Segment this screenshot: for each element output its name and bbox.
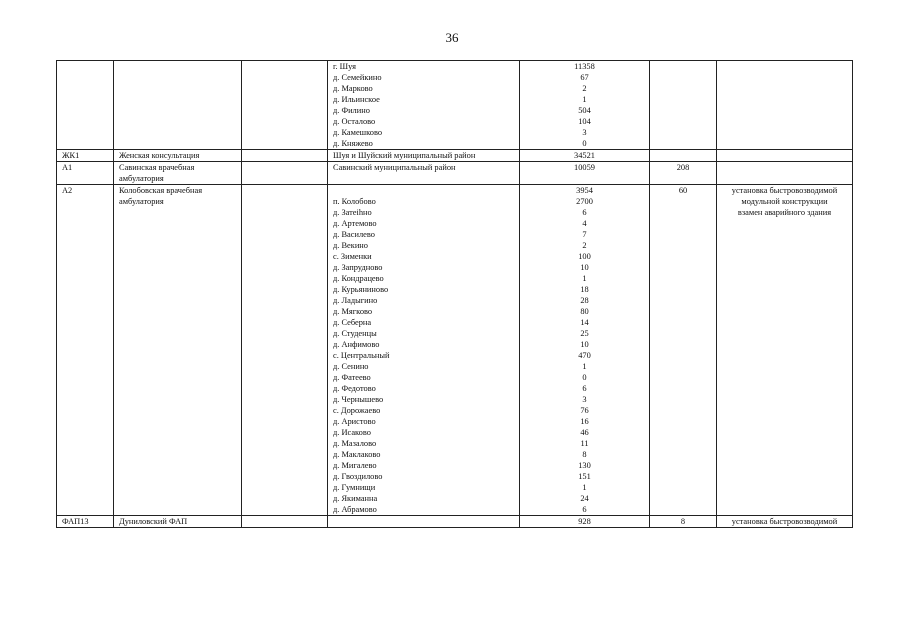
facility-code	[57, 162, 114, 185]
facility-code	[57, 516, 114, 528]
table-row	[57, 162, 853, 185]
note	[717, 61, 853, 150]
settlement-list	[328, 516, 520, 528]
population-value: 8	[582, 450, 587, 459]
settlement-name: д. Семейкино	[333, 73, 382, 82]
settlement-name: с. Дорожаево	[333, 406, 381, 415]
facilities-table	[56, 60, 853, 528]
population-value: 928	[578, 517, 591, 526]
settlement-name	[333, 185, 514, 196]
capacity-value: 208	[676, 163, 690, 172]
population-value: 2	[582, 241, 587, 250]
settlement-name: д. Марково	[333, 84, 373, 93]
empty-column	[242, 61, 328, 150]
facility-name-line: Савинская врачебная	[119, 163, 195, 172]
population-value: 151	[578, 472, 591, 481]
facility-name-line: амбулатория	[119, 174, 164, 183]
settlement-name: д. Сенино	[333, 362, 369, 371]
population-value: 24	[580, 494, 589, 503]
settlement-name: д. Курьяниново	[333, 285, 389, 294]
population-value: 1	[582, 483, 587, 492]
settlement-name: Савинский муниципальный район	[333, 163, 456, 172]
facility-name	[114, 162, 242, 185]
capacity-value: 60	[678, 186, 688, 195]
settlement-list	[328, 185, 520, 516]
population-value: 6	[582, 384, 587, 393]
facility-name-line: Колобовская врачебная	[119, 186, 203, 195]
settlement-name: д. Маклаково	[333, 450, 381, 459]
population-value: 25	[580, 329, 589, 338]
settlement-name: д. Абрамово	[333, 505, 377, 514]
facility-name	[114, 516, 242, 528]
population-value: 10059	[574, 163, 595, 172]
facility-name-line: Женская консультация	[119, 151, 200, 160]
population-value: 18	[580, 285, 589, 294]
facility-name	[114, 61, 242, 150]
population-list	[520, 185, 650, 516]
population-value: 504	[578, 106, 591, 115]
population-value: 3954	[576, 186, 593, 195]
population-value: 1	[582, 95, 587, 104]
population-value: 0	[582, 373, 587, 382]
table-row	[57, 516, 853, 528]
settlement-name: д. Исаково	[333, 428, 371, 437]
table-row	[57, 150, 853, 162]
settlement-name: д. Анфимово	[333, 340, 380, 349]
population-value: 28	[580, 296, 589, 305]
note	[717, 185, 853, 516]
population-value: 34521	[574, 151, 595, 160]
empty-column	[242, 162, 328, 185]
settlement-list	[328, 150, 520, 162]
settlement-name: д. Студенцы	[333, 329, 377, 338]
facility-name-line: Дуниловский ФАП	[119, 517, 188, 526]
facility-name	[114, 185, 242, 516]
settlement-name: с. Зименки	[333, 252, 372, 261]
population-value: 3	[582, 128, 587, 137]
population-list	[520, 150, 650, 162]
facility-name	[114, 150, 242, 162]
settlement-list	[328, 61, 520, 150]
settlement-name: д. Ладыгино	[333, 296, 378, 305]
population-value: 100	[578, 252, 591, 261]
settlement-name: д. Гвоздилово	[333, 472, 383, 481]
note-line: установка быстровозводимой	[731, 186, 838, 195]
facility-code-text: ФАП13	[62, 517, 89, 526]
population-value: 6	[582, 505, 587, 514]
population-value: 11	[580, 439, 589, 448]
settlement-name: д. Фатеево	[333, 373, 371, 382]
capacity	[650, 150, 717, 162]
population-value: 0	[582, 139, 587, 148]
empty-column	[242, 150, 328, 162]
settlement-name: д. Гумнищи	[333, 483, 376, 492]
settlement-name: д. Княжево	[333, 139, 373, 148]
settlement-name	[333, 516, 514, 527]
note-line: модульной конструкции	[741, 197, 828, 206]
settlement-name: д. Векино	[333, 241, 368, 250]
facility-code-text: А2	[62, 186, 73, 195]
page-number: 36	[445, 30, 459, 45]
population-value: 10	[580, 263, 589, 272]
note	[717, 162, 853, 185]
settlement-name: д. Аристово	[333, 417, 376, 426]
facility-name-line: амбулатория	[119, 197, 164, 206]
facility-code-text: ЖК1	[62, 151, 80, 160]
population-list	[520, 61, 650, 150]
settlement-name: д. Мигалево	[333, 461, 377, 470]
empty-column	[242, 185, 328, 516]
population-value: 3	[582, 395, 587, 404]
settlement-name: д. Федотово	[333, 384, 376, 393]
population-value: 11358	[574, 62, 595, 71]
population-value: 67	[580, 73, 589, 82]
settlement-name: д. Ильинское	[333, 95, 380, 104]
population-value: 76	[580, 406, 589, 415]
capacity	[650, 185, 717, 516]
population-value: 80	[580, 307, 589, 316]
population-value: 14	[580, 318, 589, 327]
settlement-name: д. Кондрацево	[333, 274, 384, 283]
settlement-name: д. Мазалово	[333, 439, 377, 448]
settlement-name: д. Осталово	[333, 117, 376, 126]
settlement-name: д. Якиманна	[333, 494, 378, 503]
population-value: 470	[578, 351, 591, 360]
empty-column	[242, 516, 328, 528]
population-value: 7	[582, 230, 587, 239]
settlement-name: п. Колобово	[333, 197, 376, 206]
population-value: 2	[582, 84, 587, 93]
settlement-name: д. Себерна	[333, 318, 372, 327]
population-list	[520, 162, 650, 185]
facility-code	[57, 61, 114, 150]
settlement-list	[328, 162, 520, 185]
population-value: 1	[582, 274, 587, 283]
note	[717, 516, 853, 528]
population-value: 1	[582, 362, 587, 371]
note	[717, 150, 853, 162]
settlement-name: д. Мягково	[333, 307, 373, 316]
population-value: 46	[580, 428, 589, 437]
population-value: 104	[578, 117, 591, 126]
settlement-name: д. Василево	[333, 230, 375, 239]
settlement-name: г. Шуя	[333, 62, 356, 71]
capacity-value: 8	[680, 517, 686, 526]
note-line: установка быстровозводимой	[731, 517, 838, 526]
settlement-name: д. Филино	[333, 106, 370, 115]
population-value: 2700	[576, 197, 593, 206]
settlement-name: с. Центральный	[333, 351, 390, 360]
facility-code-text: А1	[62, 163, 73, 172]
capacity	[650, 61, 717, 150]
capacity	[650, 162, 717, 185]
settlement-name: д. Артемово	[333, 219, 377, 228]
facility-code	[57, 150, 114, 162]
table-row	[57, 185, 853, 516]
note-line: взамен аварийного здания	[737, 208, 832, 217]
population-value: 16	[580, 417, 589, 426]
population-value: 10	[580, 340, 589, 349]
settlement-name: д. Запрудново	[333, 263, 383, 272]
table-row	[57, 61, 853, 150]
population-value: 130	[578, 461, 591, 470]
capacity	[650, 516, 717, 528]
population-value: 4	[582, 219, 587, 228]
population-value: 6	[582, 208, 587, 217]
settlement-name: д. Камешково	[333, 128, 383, 137]
facility-code	[57, 185, 114, 516]
settlement-name: д. Чернышево	[333, 395, 384, 404]
settlement-name: Шуя и Шуйский муниципальный район	[333, 151, 476, 160]
population-list	[520, 516, 650, 528]
settlement-name: д. Затеihно	[333, 208, 372, 217]
